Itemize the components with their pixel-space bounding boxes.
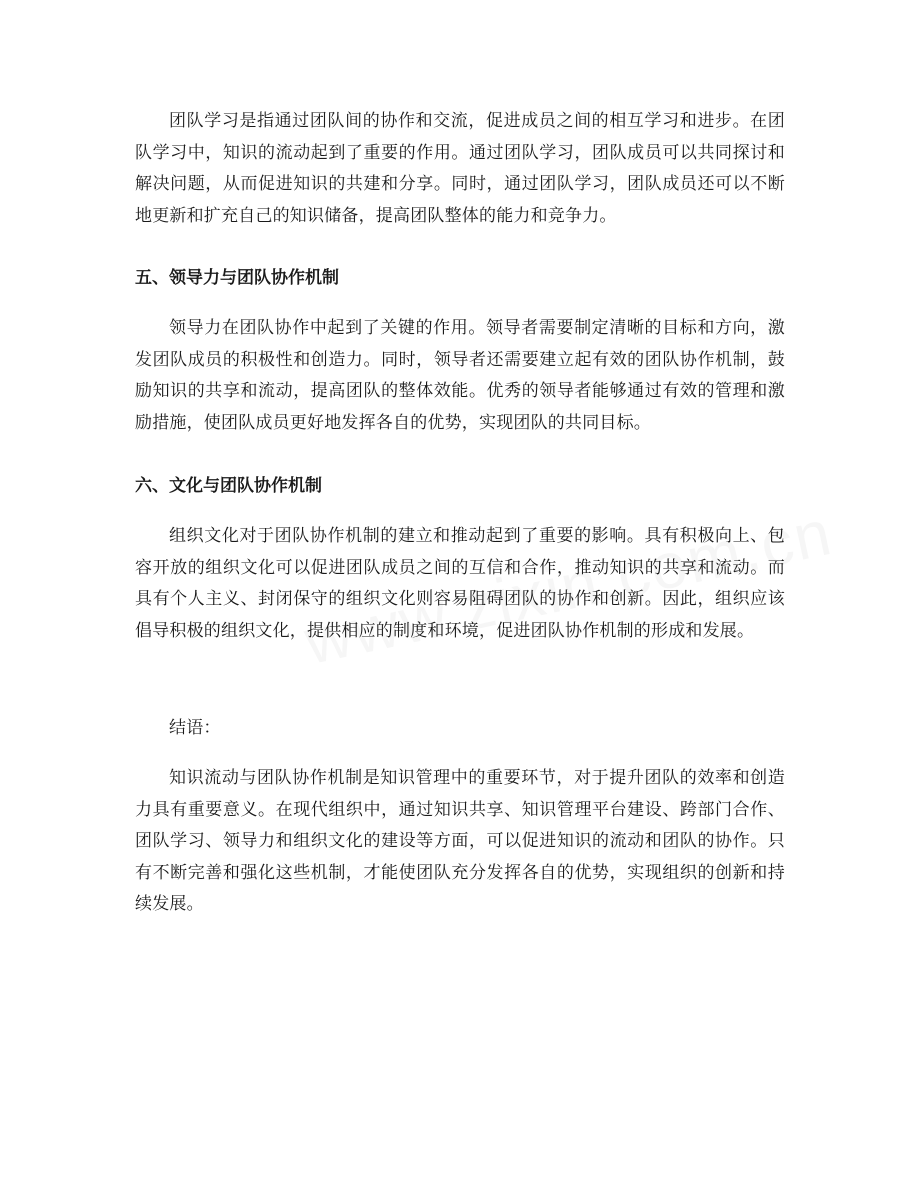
section-heading-culture: 六、文化与团队协作机制 (135, 476, 322, 496)
conclusion-label: 结语： (169, 718, 221, 738)
paragraph-culture: 组织文化对于团队协作机制的建立和推动起到了重要的影响。具有积极向上、包容开放的组织文化可以促进团队成员之间的互信和合作，推动知识的共享和流动。而具有个人主义、封闭保守的组织文化则容易阻碍团队的协作和创新。因此，组织应该倡导积极的组织文化，提供相应的制度和环境，促进团队协作机制的形成和发展。 (135, 526, 785, 641)
paragraph-conclusion: 知识流动与团队协作机制是知识管理中的重要环节，对于提升团队的效率和创造力具有重要意义。在现代组织中，通过知识共享、知识管理平台建设、跨部门合作、团队学习、领导力和组织文化的建设等方面，可以促进知识的流动和团队的协作。只有不断完善和强化这些机制，才能使团队充分发挥各自的优势，实现组织的创新和持续发展。 (135, 768, 785, 914)
paragraph-leadership: 领导力在团队协作中起到了关键的作用。领导者需要制定清晰的目标和方向，激发团队成员的积极性和创造力。同时，领导者还需要建立起有效的团队协作机制，鼓励知识的共享和流动，提高团队的整体效能。优秀的领导者能够通过有效的管理和激励措施，使团队成员更好地发挥各自的优势，实现团队的共同目标。 (135, 318, 785, 433)
section-heading-leadership: 五、领导力与团队协作机制 (135, 268, 339, 288)
paragraph-team-learning: 团队学习是指通过团队间的协作和交流，促进成员之间的相互学习和进步。在团队学习中，知识的流动起到了重要的作用。通过团队学习，团队成员可以共同探讨和解决问题，从而促进知识的共建和分享。同时，通过团队学习，团队成员还可以不断地更新和扩充自己的知识储备，提高团队整体的能力和竞争力。 (135, 111, 785, 226)
